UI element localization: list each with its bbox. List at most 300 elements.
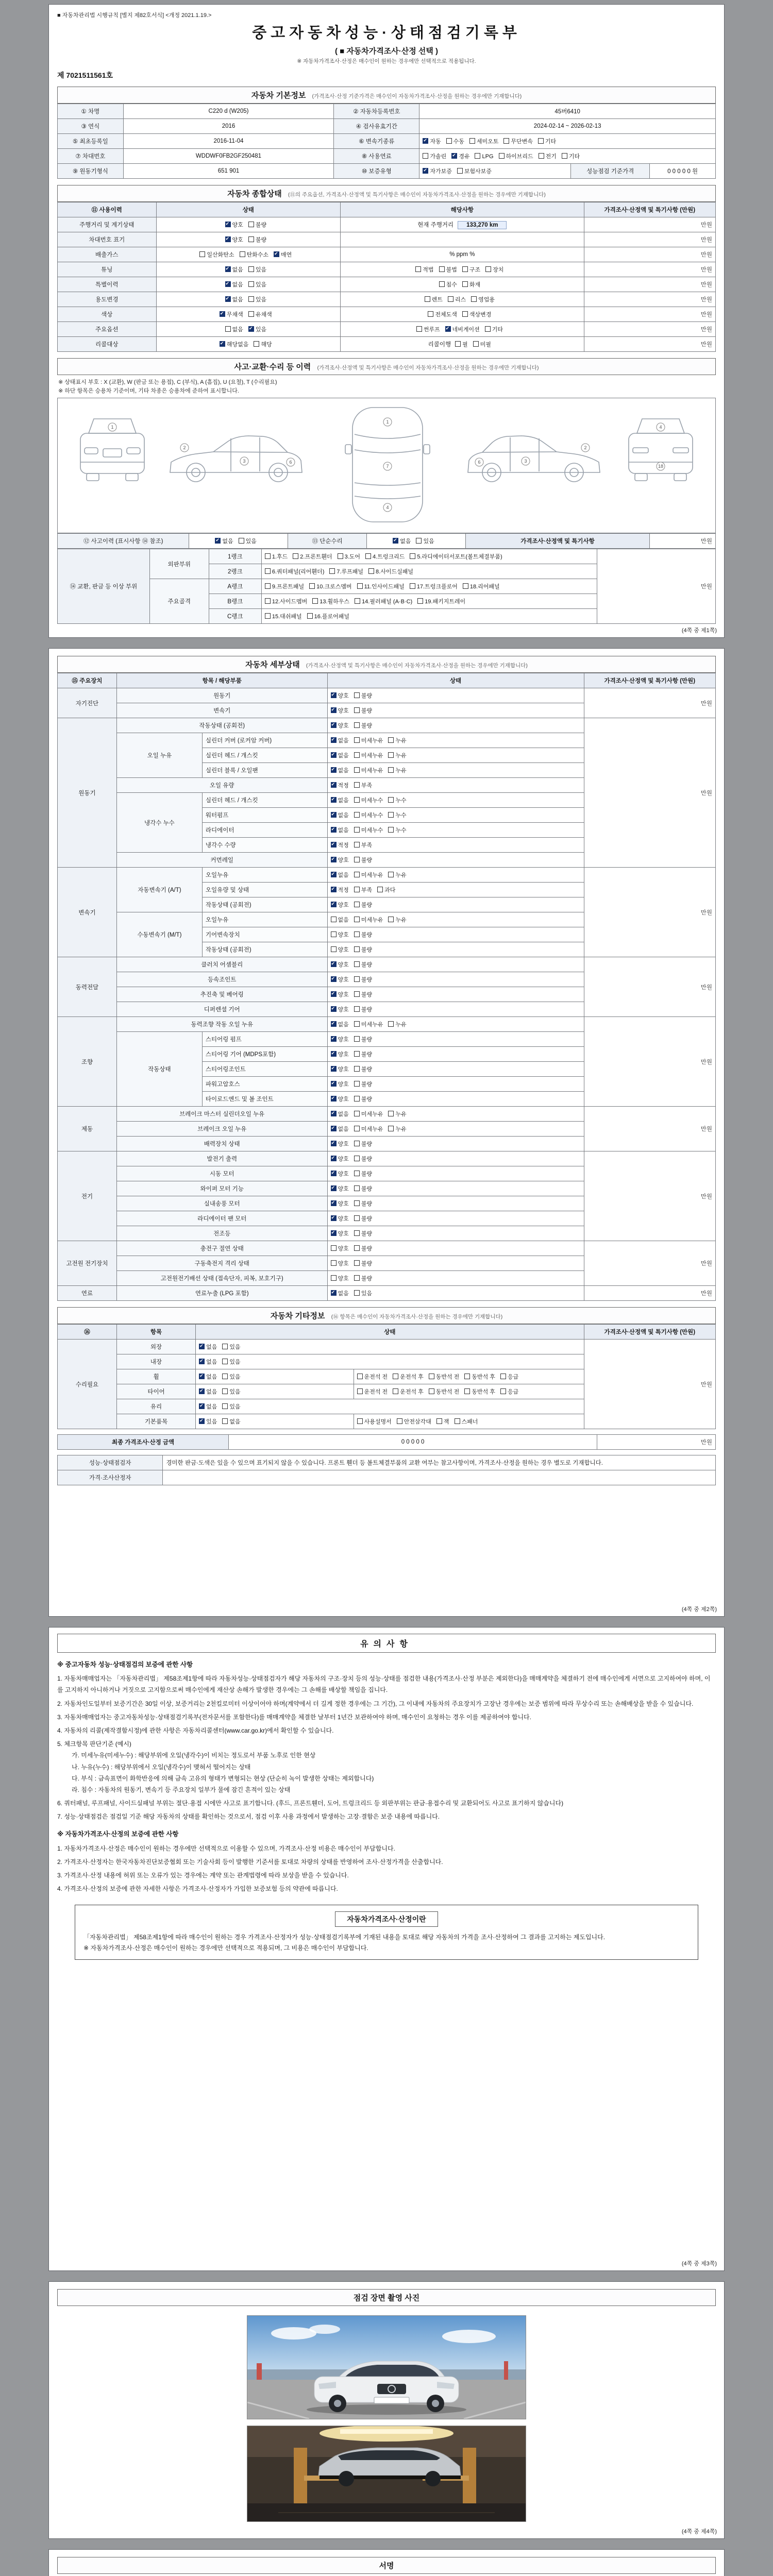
checkbox[interactable] xyxy=(354,1185,360,1191)
cell xyxy=(209,549,261,564)
checkbox[interactable] xyxy=(354,1156,360,1161)
checkbox[interactable] xyxy=(248,326,254,332)
checkbox[interactable] xyxy=(222,1388,228,1394)
cell xyxy=(149,549,209,579)
checkbox-label: 15.대쉬패널 xyxy=(272,614,302,620)
note-line: 2. 자동차인도일부터 보증기간은 30일 이상, 보증거리는 2천킬로미터 이상이어야 하며(계약에서 더 길게 정한 경우에는 그 기간), 그 이내에 자동차의 주요장치가 고장난 경우에는 보증 범위에 따라 무상수리 또는 손해배상을 받을 수 있습니다. xyxy=(57,1700,694,1707)
checkbox-option xyxy=(354,1005,372,1013)
checkbox[interactable] xyxy=(331,961,337,967)
checkbox-label: 불량 xyxy=(361,1246,373,1252)
checkbox[interactable] xyxy=(248,266,254,272)
checkbox[interactable] xyxy=(331,1260,337,1266)
cell xyxy=(597,549,716,624)
accident-history-table-wrap xyxy=(57,533,716,549)
checkbox[interactable] xyxy=(248,296,254,302)
checkbox[interactable] xyxy=(222,1403,228,1409)
checkbox[interactable] xyxy=(462,266,468,272)
checkbox-option xyxy=(388,871,406,879)
checkbox-label: 있음 xyxy=(229,1359,241,1366)
checkbox[interactable] xyxy=(428,311,433,317)
checkbox[interactable] xyxy=(393,1388,398,1394)
checkbox[interactable] xyxy=(331,991,337,997)
checkbox[interactable] xyxy=(388,812,394,818)
checkbox-option xyxy=(331,766,349,774)
checkbox[interactable] xyxy=(393,1374,398,1379)
checkbox[interactable] xyxy=(331,1290,337,1296)
checkbox[interactable] xyxy=(423,153,428,159)
checkbox[interactable] xyxy=(354,707,360,713)
checkbox[interactable] xyxy=(499,153,505,159)
checkbox[interactable] xyxy=(265,553,271,559)
checkbox[interactable] xyxy=(439,266,445,272)
checkbox[interactable] xyxy=(354,737,360,743)
checkbox-label: 불량 xyxy=(361,1261,373,1267)
checkbox[interactable] xyxy=(354,722,360,728)
cell-text: 동력전달 xyxy=(75,984,99,991)
checkbox[interactable] xyxy=(331,1126,337,1131)
checkbox[interactable] xyxy=(331,692,337,698)
checkbox[interactable] xyxy=(199,1388,205,1394)
checkbox-label: 있음 xyxy=(255,327,267,333)
checkbox[interactable] xyxy=(225,296,231,302)
checkbox-label: 자동 xyxy=(430,139,441,145)
checkbox-group-cell xyxy=(327,972,584,987)
cell xyxy=(123,104,334,119)
checkbox[interactable] xyxy=(388,827,394,833)
checkbox[interactable] xyxy=(248,311,254,317)
checkbox-group-cell xyxy=(327,868,584,883)
checkbox[interactable] xyxy=(462,281,468,287)
checkbox[interactable] xyxy=(331,1066,337,1072)
cell xyxy=(584,1151,715,1241)
checkbox[interactable] xyxy=(464,1388,470,1394)
checkbox[interactable] xyxy=(397,1418,402,1424)
cell xyxy=(58,262,157,277)
checkbox-option xyxy=(222,1402,240,1411)
checkbox[interactable] xyxy=(331,812,337,818)
checkbox-group-cell xyxy=(156,262,341,277)
checkbox[interactable] xyxy=(357,1374,363,1379)
checkbox[interactable] xyxy=(463,583,468,589)
checkbox[interactable] xyxy=(455,341,461,347)
checkbox[interactable] xyxy=(425,296,430,302)
price-survey-option[interactable]: ( ■ 자동차가격조사·산정 선택 ) xyxy=(334,47,439,56)
panel-damage-table-wrap xyxy=(57,549,716,624)
svg-text:2: 2 xyxy=(183,445,186,451)
checkbox[interactable] xyxy=(388,767,394,773)
checkbox[interactable] xyxy=(225,281,231,287)
cell-text: 만원 xyxy=(700,1291,712,1297)
checkbox[interactable] xyxy=(239,538,244,544)
checkbox-group-cell xyxy=(196,1369,354,1384)
cell-text: ⑭ 교환, 판금 등 이상 부위 xyxy=(70,584,138,590)
checkbox-label: 양호 xyxy=(232,222,243,228)
checkbox[interactable] xyxy=(354,812,360,818)
checkbox[interactable] xyxy=(354,1171,360,1176)
checkbox[interactable] xyxy=(331,842,337,848)
checkbox[interactable] xyxy=(331,1171,337,1176)
checkbox-option xyxy=(354,1259,372,1267)
checkbox[interactable] xyxy=(265,568,271,574)
checkbox-label: 불량 xyxy=(361,1081,373,1088)
checkbox[interactable] xyxy=(365,553,371,559)
checkbox[interactable] xyxy=(357,1418,363,1424)
checkbox-label: 운전석 전 xyxy=(364,1389,388,1396)
price-survey-note: ※ 자동차가격조사·산정은 매수인이 원하는 경우에만 선택적으로 적용됩니다. xyxy=(297,58,476,64)
checkbox-option xyxy=(220,340,249,348)
cell-text: 배력장치 상태 xyxy=(204,1141,240,1148)
checkbox[interactable] xyxy=(354,902,360,907)
inspection-photo-underbody xyxy=(247,2426,526,2522)
checkbox[interactable] xyxy=(429,1388,434,1394)
cell-text: ⑥ 변속기종류 xyxy=(359,139,395,145)
checkbox-group-cell xyxy=(196,1414,354,1429)
checkbox[interactable] xyxy=(329,568,335,574)
checkbox[interactable] xyxy=(331,1156,337,1161)
checkbox[interactable] xyxy=(199,1344,205,1349)
checkbox[interactable] xyxy=(354,842,360,848)
checkbox[interactable] xyxy=(439,281,445,287)
svg-text:6: 6 xyxy=(289,460,292,465)
checkbox[interactable] xyxy=(265,598,271,604)
checkbox[interactable] xyxy=(354,961,360,967)
checkbox[interactable] xyxy=(500,1388,506,1394)
checkbox-group-cell xyxy=(327,1211,584,1226)
checkbox[interactable] xyxy=(248,222,254,227)
checkbox[interactable] xyxy=(331,1051,337,1057)
checkbox-label: 누유 xyxy=(395,1022,407,1028)
checkbox[interactable] xyxy=(354,872,360,877)
checkbox[interactable] xyxy=(254,341,259,347)
checkbox[interactable] xyxy=(416,326,422,332)
checkbox-label: 불량 xyxy=(361,1171,373,1178)
cell xyxy=(58,673,117,688)
checkbox[interactable] xyxy=(331,767,337,773)
checkbox[interactable] xyxy=(354,1021,360,1027)
checkbox[interactable] xyxy=(331,752,337,758)
checkbox[interactable] xyxy=(388,752,394,758)
cell xyxy=(58,307,157,322)
basic-table xyxy=(57,104,716,179)
checkbox[interactable] xyxy=(222,1359,228,1364)
checkbox[interactable] xyxy=(331,917,337,922)
checkbox[interactable] xyxy=(475,153,480,159)
cell xyxy=(116,673,327,688)
checkbox[interactable] xyxy=(307,613,313,619)
checkbox-option xyxy=(354,721,372,730)
checkbox-label: 동반석 후 xyxy=(472,1389,495,1396)
checkbox[interactable] xyxy=(354,782,360,788)
checkbox[interactable] xyxy=(354,1275,360,1281)
checkbox[interactable] xyxy=(417,598,423,604)
checkbox[interactable] xyxy=(354,1126,360,1131)
checkbox[interactable] xyxy=(423,138,428,144)
checkbox-group-cell xyxy=(341,337,584,352)
checkbox[interactable] xyxy=(354,1260,360,1266)
checkbox[interactable] xyxy=(220,311,225,317)
checkbox-option xyxy=(357,1372,388,1381)
cell-text: 만원 xyxy=(700,909,712,916)
checkbox[interactable] xyxy=(388,1126,394,1131)
checkbox[interactable] xyxy=(331,1111,337,1116)
cell xyxy=(334,164,419,179)
checkbox-label: 양호 xyxy=(338,902,349,909)
checkbox[interactable] xyxy=(539,153,544,159)
checkbox[interactable] xyxy=(354,1290,360,1296)
checkbox[interactable] xyxy=(331,1200,337,1206)
cell xyxy=(584,322,715,337)
checkbox[interactable] xyxy=(451,153,457,159)
checkbox[interactable] xyxy=(331,946,337,952)
checkbox[interactable] xyxy=(331,1275,337,1281)
checkbox[interactable] xyxy=(416,538,422,544)
checkbox-option xyxy=(354,960,372,969)
checkbox[interactable] xyxy=(354,857,360,862)
checkbox[interactable] xyxy=(331,797,337,803)
checkbox[interactable] xyxy=(393,538,398,544)
checkbox[interactable] xyxy=(225,236,231,242)
checkbox[interactable] xyxy=(354,917,360,922)
checkbox[interactable] xyxy=(354,976,360,982)
checkbox[interactable] xyxy=(248,236,254,242)
checkbox[interactable] xyxy=(354,827,360,833)
checkbox[interactable] xyxy=(354,797,360,803)
checkbox-option xyxy=(388,811,406,819)
checkbox[interactable] xyxy=(354,1066,360,1072)
checkbox-group-cell xyxy=(419,134,716,149)
checkbox[interactable] xyxy=(331,782,337,788)
checkbox[interactable] xyxy=(388,1021,394,1027)
checkbox[interactable] xyxy=(331,931,337,937)
checkbox-group-cell xyxy=(327,1062,584,1077)
checkbox[interactable] xyxy=(410,583,415,589)
checkbox[interactable] xyxy=(338,553,343,559)
checkbox[interactable] xyxy=(485,326,491,332)
checkbox[interactable] xyxy=(331,1230,337,1236)
cell-text: 휠 xyxy=(153,1374,159,1381)
checkbox[interactable] xyxy=(215,538,221,544)
checkbox[interactable] xyxy=(445,326,451,332)
checkbox[interactable] xyxy=(354,752,360,758)
checkbox[interactable] xyxy=(248,281,254,287)
cell xyxy=(202,883,327,897)
checkbox-group-cell xyxy=(196,1340,584,1354)
checkbox[interactable] xyxy=(354,1081,360,1087)
checkbox[interactable] xyxy=(199,1359,205,1364)
checkbox[interactable] xyxy=(354,1141,360,1146)
checkbox[interactable] xyxy=(377,887,383,892)
checkbox[interactable] xyxy=(354,1051,360,1057)
checkbox[interactable] xyxy=(331,1006,337,1012)
checkbox[interactable] xyxy=(354,946,360,952)
checkbox-option xyxy=(439,280,457,289)
checkbox[interactable] xyxy=(199,1403,205,1409)
checkbox[interactable] xyxy=(354,1006,360,1012)
checkbox[interactable] xyxy=(331,887,337,892)
checkbox[interactable] xyxy=(331,1081,337,1087)
checkbox[interactable] xyxy=(354,931,360,937)
checkbox[interactable] xyxy=(354,692,360,698)
checkbox[interactable] xyxy=(293,553,298,559)
cell xyxy=(650,534,716,549)
cell xyxy=(288,534,366,549)
checkbox-option xyxy=(503,137,533,145)
cell-text: 고전원전기배선 상태 (접속단자, 피복, 보호기구) xyxy=(160,1276,283,1282)
checkbox[interactable] xyxy=(388,737,394,743)
checkbox[interactable] xyxy=(448,296,453,302)
checkbox[interactable] xyxy=(274,251,279,257)
checkbox[interactable] xyxy=(222,1418,228,1424)
cell-text: 워터펌프 xyxy=(205,812,229,819)
checkbox[interactable] xyxy=(469,138,475,144)
cell xyxy=(209,609,261,624)
checkbox[interactable] xyxy=(500,1374,506,1379)
checkbox-option xyxy=(423,152,446,160)
checkbox[interactable] xyxy=(225,222,231,227)
checkbox[interactable] xyxy=(331,1215,337,1221)
checkbox[interactable] xyxy=(485,266,491,272)
checkbox[interactable] xyxy=(410,553,415,559)
checkbox[interactable] xyxy=(222,1374,228,1379)
checkbox[interactable] xyxy=(538,138,544,144)
checkbox[interactable] xyxy=(388,1111,394,1116)
checkbox[interactable] xyxy=(331,1036,337,1042)
checkbox-label: 미세누유 xyxy=(361,1022,383,1028)
section-etc-title: 자동차 기타정보 xyxy=(270,1312,325,1321)
checkbox[interactable] xyxy=(457,168,463,174)
cell xyxy=(116,1414,195,1429)
checkbox[interactable] xyxy=(436,1418,442,1424)
checkbox[interactable] xyxy=(562,153,567,159)
checkbox[interactable] xyxy=(354,887,360,892)
checkbox-option xyxy=(473,340,491,348)
checkbox[interactable] xyxy=(331,707,337,713)
checkbox-option xyxy=(312,597,349,605)
checkbox[interactable] xyxy=(222,1344,228,1349)
checkbox-option xyxy=(331,871,349,879)
checkbox-option xyxy=(354,736,383,744)
checkbox[interactable] xyxy=(388,872,394,877)
cell xyxy=(196,1325,584,1340)
checkbox[interactable] xyxy=(354,1215,360,1221)
checkbox[interactable] xyxy=(331,1185,337,1191)
checkbox-group-cell xyxy=(354,1384,584,1399)
checkbox[interactable] xyxy=(265,583,271,589)
checkbox-option xyxy=(354,901,372,909)
cell-text: 만원 xyxy=(700,267,712,273)
checkbox[interactable] xyxy=(354,1230,360,1236)
checkbox[interactable] xyxy=(471,296,477,302)
checkbox[interactable] xyxy=(354,1200,360,1206)
checkbox[interactable] xyxy=(354,991,360,997)
cell xyxy=(116,793,202,853)
checkbox[interactable] xyxy=(312,598,318,604)
checkbox[interactable] xyxy=(455,1418,460,1424)
checkbox[interactable] xyxy=(357,583,363,589)
checkbox[interactable] xyxy=(199,251,205,257)
section-detail-note: (가격조사·산정액 및 특기사항은 매수인이 자동차가격조사·산정을 원하는 경우에만 기재합니다) xyxy=(306,663,528,669)
checkbox[interactable] xyxy=(357,1388,363,1394)
checkbox-option xyxy=(248,235,266,244)
checkbox[interactable] xyxy=(199,1418,205,1424)
checkbox[interactable] xyxy=(368,568,374,574)
checkbox[interactable] xyxy=(220,341,225,347)
checkbox[interactable] xyxy=(473,341,479,347)
cell xyxy=(584,307,715,322)
checkbox-label: 미세누수 xyxy=(361,812,383,819)
checkbox-label: 기타 xyxy=(545,139,557,145)
checkbox[interactable] xyxy=(423,168,428,174)
checkbox[interactable] xyxy=(309,583,315,589)
checkbox-label: 사용설명서 xyxy=(364,1419,392,1426)
cell-text: 주요옵션 xyxy=(95,327,119,333)
checkbox[interactable] xyxy=(388,797,394,803)
checkbox[interactable] xyxy=(462,311,468,317)
cell-text: 2016-11-04 xyxy=(213,138,244,144)
cell xyxy=(116,853,327,868)
cell-text: ⑫ 사고이력 (표시사항 ⑭ 참조) xyxy=(83,538,163,545)
cell xyxy=(123,149,334,164)
checkbox-option xyxy=(423,167,452,175)
note-line: 4. 가격조사·산정의 보증에 관한 자세한 사항은 가격조사·산정자가 가입한 보증보험 등의 약관에 따릅니다. xyxy=(57,1885,338,1893)
checkbox[interactable] xyxy=(331,902,337,907)
checkbox[interactable] xyxy=(225,266,231,272)
checkbox-option xyxy=(354,691,372,700)
checkbox[interactable] xyxy=(446,138,452,144)
checkbox[interactable] xyxy=(331,976,337,982)
checkbox[interactable] xyxy=(331,722,337,728)
cell xyxy=(341,232,584,247)
checkbox-group-cell xyxy=(327,763,584,778)
cell-text: 튜닝 xyxy=(101,267,113,273)
checkbox[interactable] xyxy=(199,1374,205,1379)
checkbox[interactable] xyxy=(354,1111,360,1116)
checkbox[interactable] xyxy=(415,266,421,272)
checkbox[interactable] xyxy=(331,1096,337,1101)
checkbox-option xyxy=(331,1184,349,1193)
checkbox[interactable] xyxy=(388,917,394,922)
checkbox[interactable] xyxy=(429,1374,434,1379)
checkbox[interactable] xyxy=(331,1021,337,1027)
checkbox-option xyxy=(331,1244,349,1252)
checkbox[interactable] xyxy=(354,1036,360,1042)
checkbox[interactable] xyxy=(331,857,337,862)
checkbox[interactable] xyxy=(331,1141,337,1146)
checkbox[interactable] xyxy=(331,1245,337,1251)
checkbox[interactable] xyxy=(265,613,271,619)
checkbox[interactable] xyxy=(331,827,337,833)
checkbox-option xyxy=(331,960,349,969)
checkbox[interactable] xyxy=(354,1096,360,1101)
cell xyxy=(116,688,327,703)
checkbox-option xyxy=(331,706,349,715)
checkbox-group-cell xyxy=(261,609,597,624)
checkbox[interactable] xyxy=(354,1245,360,1251)
checkbox-option xyxy=(462,280,480,289)
checkbox[interactable] xyxy=(354,767,360,773)
note-line: 라. 침수 : 자동차의 원동기, 변속기 등 주요장치 일부가 물에 잠긴 흔적이 있는 상태 xyxy=(72,1786,291,1793)
checkbox[interactable] xyxy=(464,1374,470,1379)
page-marker-3: (4쪽 중 제3쪽) xyxy=(681,2261,717,2267)
checkbox-label: 해당없음 xyxy=(226,342,249,348)
checkbox[interactable] xyxy=(225,326,231,332)
checkbox-label: 유채색 xyxy=(255,312,272,318)
checkbox[interactable] xyxy=(355,598,360,604)
checkbox[interactable] xyxy=(331,737,337,743)
checkbox[interactable] xyxy=(331,872,337,877)
checkbox[interactable] xyxy=(240,251,245,257)
checkbox[interactable] xyxy=(503,138,509,144)
